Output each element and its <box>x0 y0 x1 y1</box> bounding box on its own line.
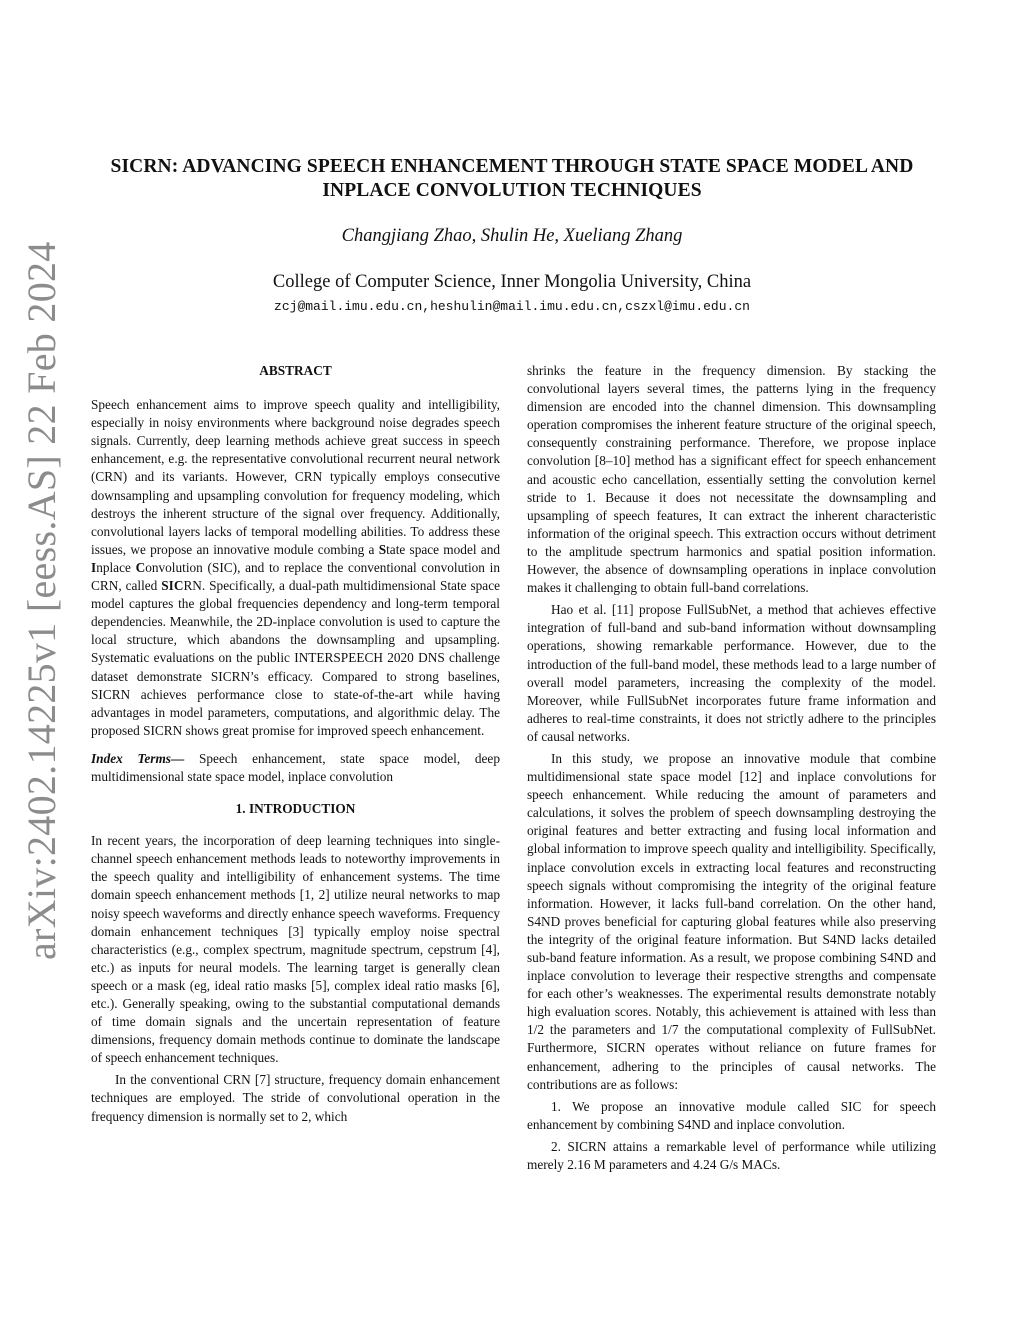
intro-paragraph-3: shrinks the feature in the frequency dimension. By stacking the convolutional layers several times, the patterns lying in the frequency dimension are encoded into the channel dimension. This downsampling operation compromises the inherent feature structure of the original speech, consequently constraining performance. Therefore, we propose inplace convolution [8–10] method has a significant effect for speech enhancement and acoustic echo cancellation, essentially setting the convolution kernel stride to 1. Because it does not necessitate the downsampling and upsampling of speech features, It can extract the inherent characteristic information of the original speech. This extraction occurs without detriment to the amplitude spectrum harmonics and spatial position information. However, the absence of downsampling operations in inplace convolution makes it challenging to obtain full-band correlations. <box>527 363 936 596</box>
index-terms: Index Terms— Speech enhancement, state space model, deep multidimensional state space model, inplace convolution <box>91 750 500 784</box>
arxiv-identifier: arXiv:2402.14225v1 [eess.AS] 22 Feb 2024 <box>19 241 64 960</box>
intro-paragraph-2: In the conventional CRN [7] structure, frequency domain enhancement techniques are employed. The stride of convolutional operation in the frequency dimension is normally set to 2, which <box>91 1072 500 1124</box>
intro-paragraph-4: Hao et al. [11] propose FullSubNet, a method that achieves effective integration of full-band and sub-band information without downsampling operations, showing remarkable performance. However, due to the introduction of the full-band model, these methods lead to a large number of overall model parameters, increasing the complexity of the model. Moreover, while FullSubNet incorporates future frame information and adheres to real-time constraints, it does not strictly adhere to the principles of causal networks. <box>527 602 936 744</box>
authors: Changjiang Zhao, Shulin He, Xueliang Zhang <box>341 226 683 246</box>
affiliation: College of Computer Science, Inner Mongolia University, China <box>272 272 752 292</box>
contribution-1: 1. We propose an innovative module called SIC for speech enhancement by combining S4ND and inplace convolution. <box>527 1098 936 1132</box>
abstract-heading: ABSTRACT <box>259 363 332 378</box>
paper-title <box>80 155 944 203</box>
title-line-1: SICRN: ADVANCING SPEECH ENHANCEMENT THROUGH STATE SPACE MODEL AND <box>110 156 914 177</box>
right-column <box>527 362 936 1174</box>
intro-paragraph-5: In this study, we propose an innovative module that combine multidimensional state space model [12] and inplace convolutions for speech enhancement. While reducing the amount of parameters and calculations, it solves the problem of speech downsampling destroying the original features and better extracting and fusing local information and global information to improve speech quality and intelligibility. Specifically, inplace convolution excels in extracting local features and reconstructing speech signals without compromising the integrity of the original feature information. However, it lacks full-band correlation. On the other hand, S4ND proves beneficial for capturing global features while also preserving the integrity of the original feature information. But S4ND lacks detailed sub-band feature information. As a result, we propose combining S4ND and inplace convolution to leverage their respective strengths and compensate for each other’s weaknesses. The experimental results demonstrate notably high evaluation scores. Notably, this achievement is attained with less than 1/2 the parameters and 1/7 the computational complexity of FullSubNet. Furthermore, SICRN operates without reliance on future frames for enhancement, adhering to the principles of causal networks. The contributions are as follows: <box>527 750 936 1092</box>
index-terms-label: Index Terms— <box>91 750 185 766</box>
author-emails: zcj@mail.imu.edu.cn,heshulin@mail.imu.edu.cn,cszxl@imu.edu.cn <box>274 299 750 314</box>
intro-paragraph-1: In recent years, the incorporation of deep learning techniques into single-channel speech enhancement methods leads to noteworthy improvements in the speech quality and intelligibility of enhancement systems. The time domain speech enhancement methods [1, 2] utilize neural networks to map noisy speech waveforms and directly enhance speech waveforms. Frequency domain enhancement techniques [3] typically employ noise spectral characteristics (e.g., complex spectrum, magnitude spectrum, cepstrum [4], etc.) as inputs for neural models. The learning target is generally clean speech or a mask (eg, ideal ratio masks [5], complex ideal ratio masks [6], etc.). Generally speaking, owing to the substantial computational demands of time domain signals and the uncertain representation of feature dimensions, frequency domain methods continue to dominate the landscape of speech enhancement techniques. <box>91 833 500 1066</box>
title-line-2: INPLACE CONVOLUTION TECHNIQUES <box>322 180 702 201</box>
contribution-2: 2. SICRN attains a remarkable level of performance while utilizing merely 2.16 M parameters and 4.24 G/s MACs. <box>527 1138 936 1173</box>
abstract-text: Speech enhancement aims to improve speech quality and intelligibility, especially in noisy environments where background noise degrades speech signals. Currently, deep learning methods achieve great success in speech enhancement, e.g. the representative convolutional recurrent neural network (CRN) and its variants. However, CRN typically employs consecutive downsampling and upsampling convolution for frequency modeling, which destroys the inherent structure of the signal over frequency. Additionally, convolutional layers lacks of temporal modelling abilities. To address these issues, we propose an innovative module combing a State space model and Inplace Convolution (SIC), and to replace the conventional convolution in CRN, called SICRN. Specifically, a dual-path multidimensional State space model captures the global frequencies dependency and long-term temporal dependencies. Meanwhile, the 2D-inplace convolution is used to capture the local structure, which abandons the downsampling and upsampling. Systematic evaluations on the public INTERSPEECH 2020 DNS challenge dataset demonstrate SICRN’s efficacy. Compared to strong baselines, SICRN achieves performance close to state-of-the-art while having advantages in model parameters, computations, and algorithmic delay. The proposed SICRN shows great promise for improved speech enhancement. <box>91 397 500 738</box>
left-column <box>91 362 500 1126</box>
introduction-heading: 1. INTRODUCTION <box>235 801 356 817</box>
